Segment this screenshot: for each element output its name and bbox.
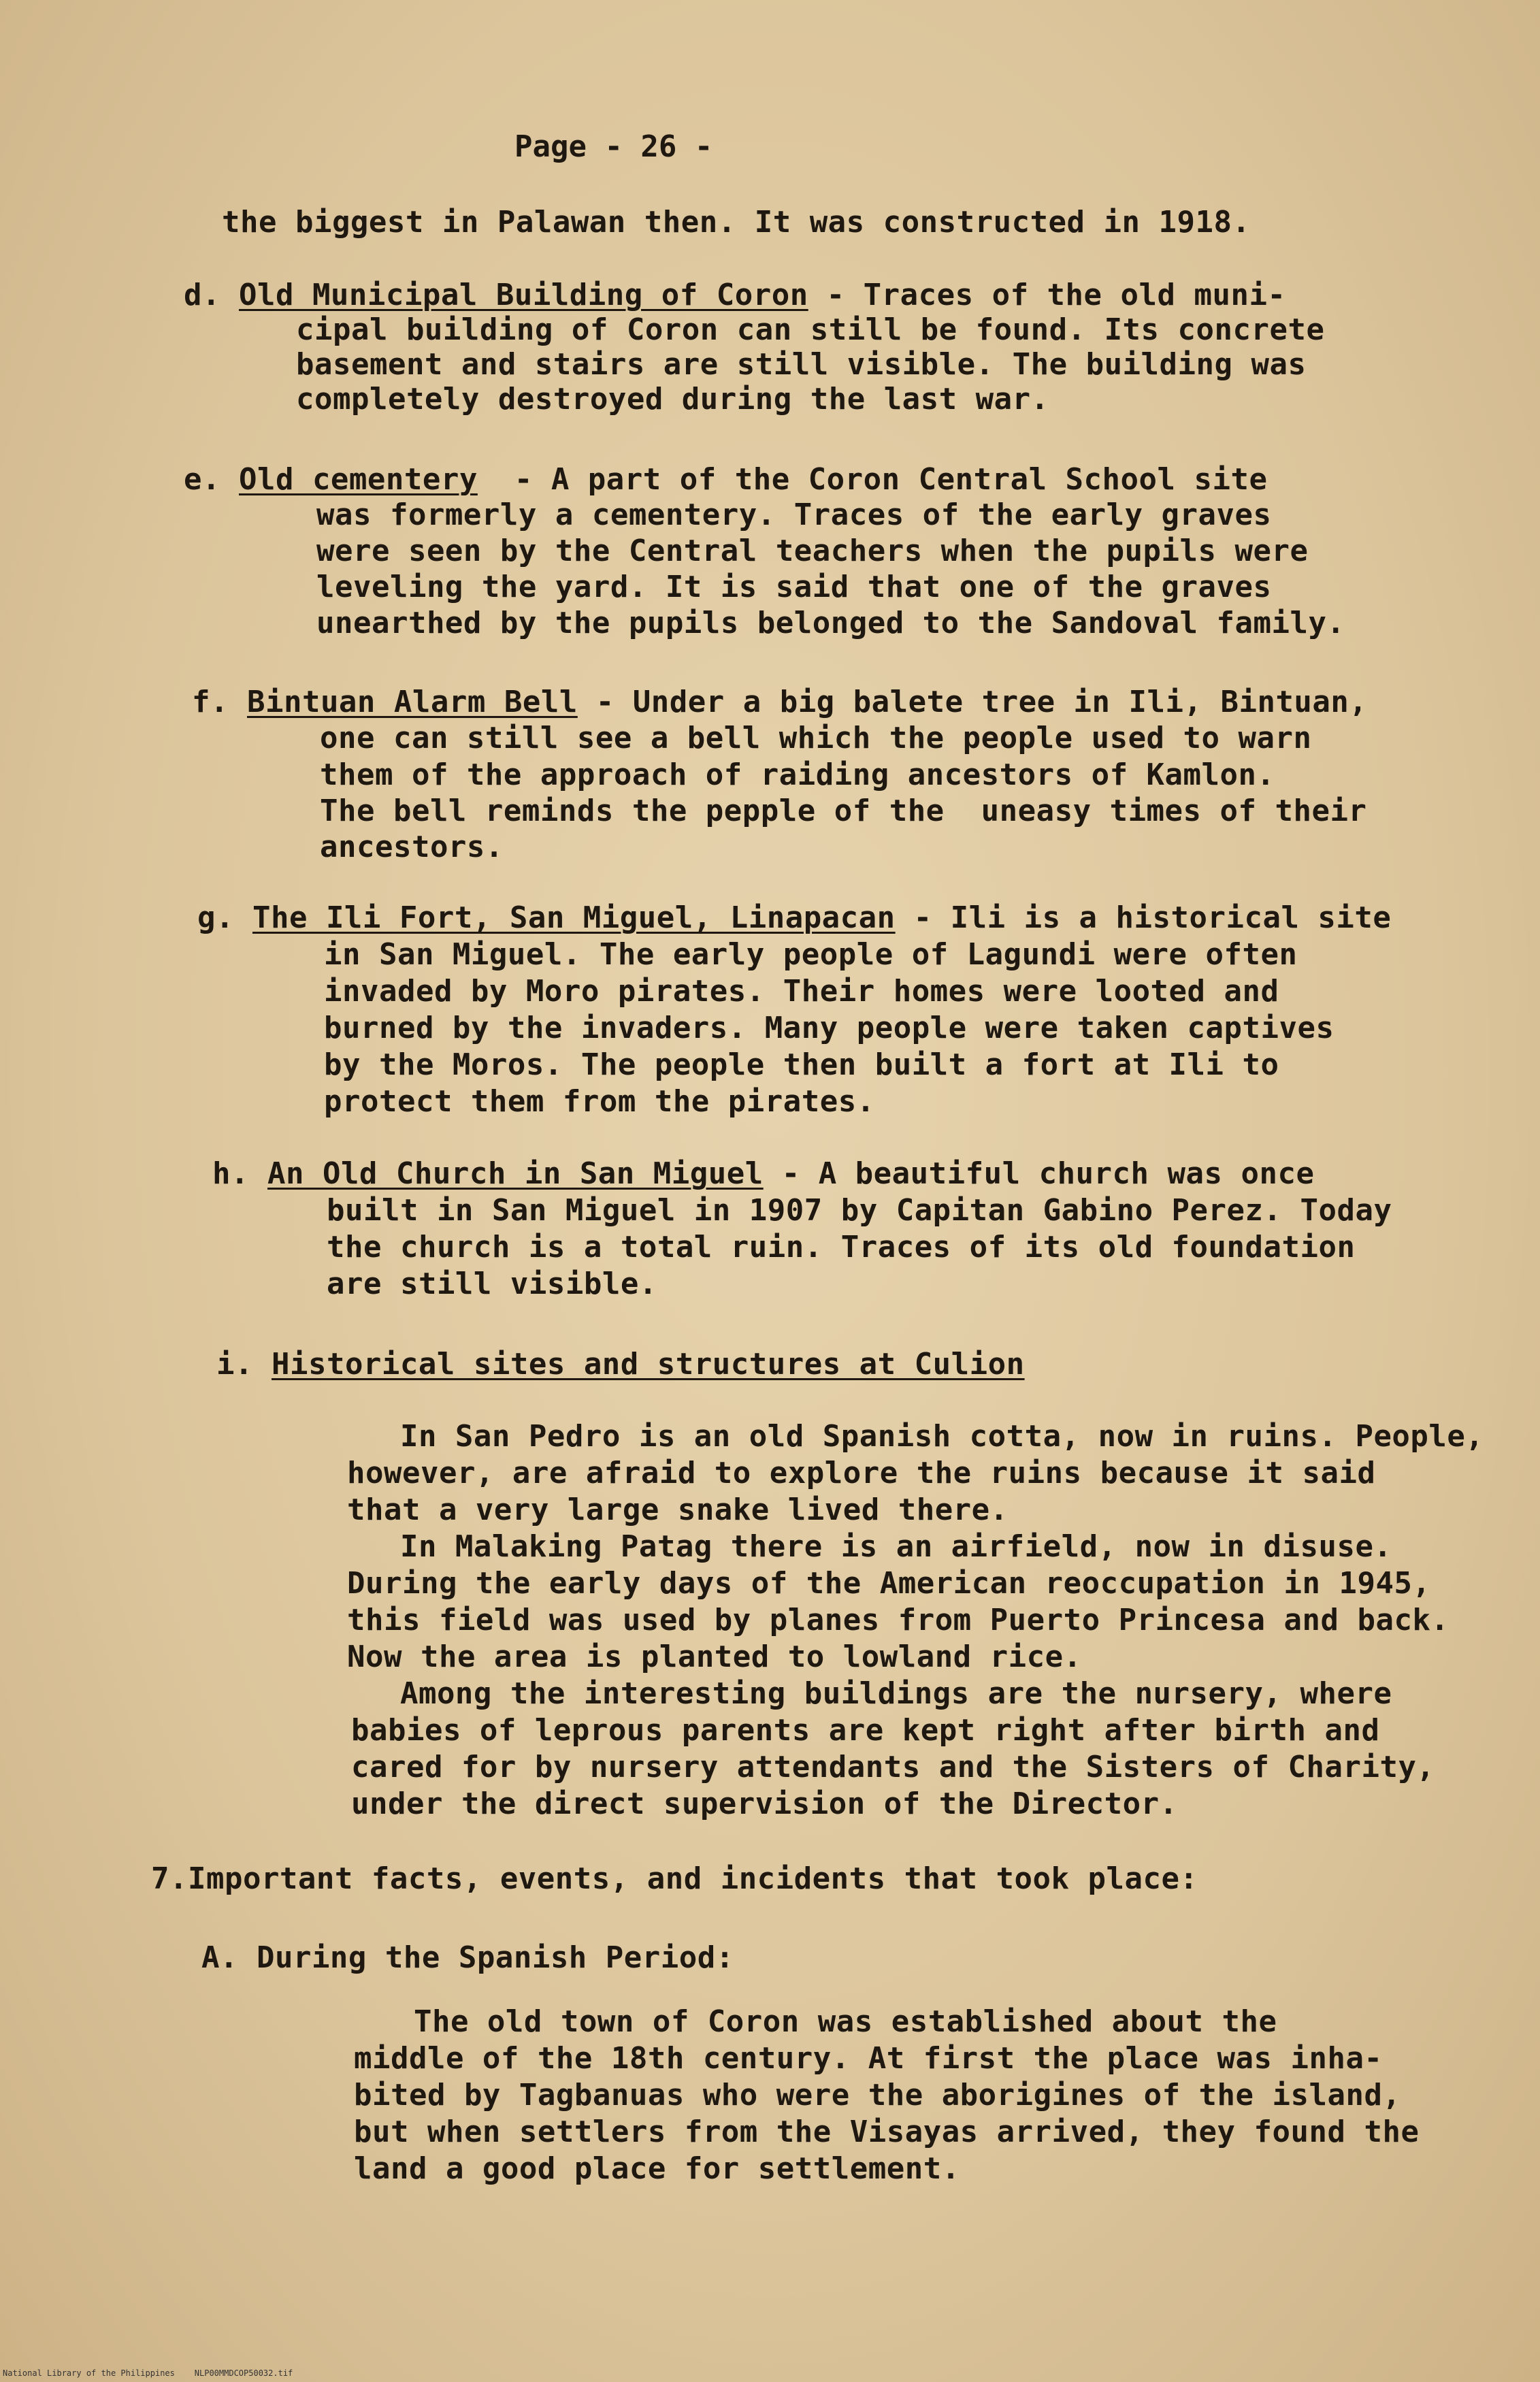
subsection-a-line-2: bited by Tagbanuas who were the aborigines of the island, <box>354 2078 1401 2112</box>
item-f-line-2: them of the approach of raiding ancestors of Kamlon. <box>320 757 1275 792</box>
item-f-line-0: - Under a big balete tree in Ili, Bintuan, <box>577 685 1368 719</box>
intro-line: the biggest in Palawan then. It was constructed in 1918. <box>222 205 1251 240</box>
item-i-para-9: cared for by nursery attendants and the Sisters of Charity, <box>351 1750 1435 1784</box>
item-e-line-3: leveling the yard. It is said that one of the graves <box>316 570 1272 604</box>
item-e-line-2: were seen by the Central teachers when the pupils were <box>316 534 1309 568</box>
item-d-line-1: cipal building of Coron can still be found. Its concrete <box>296 312 1325 347</box>
item-i-para-7: Among the interesting buildings are the nursery, where <box>327 1676 1392 1711</box>
item-g-line-4: by the Moros. The people then built a fort at Ili to <box>324 1047 1279 1082</box>
item-d-line-2: basement and stairs are still visible. The building was <box>296 347 1307 382</box>
item-h-line-0: - A beautiful church was once <box>763 1156 1315 1191</box>
item-g-line-5: protect them from the pirates. <box>324 1084 875 1119</box>
item-d-line-0: - Traces of the old muni- <box>808 278 1286 312</box>
item-i-para-1: however, are afraid to explore the ruins because it said <box>347 1456 1376 1490</box>
item-i-para-0: In San Pedro is an old Spanish cotta, now in ruins. People, <box>327 1419 1484 1454</box>
item-i-para-6: Now the area is planted to lowland rice. <box>347 1639 1082 1674</box>
item-h-title: An Old Church in San Miguel <box>267 1156 764 1191</box>
item-g-letter: g. <box>197 900 234 935</box>
item-f-letter: f. <box>192 685 229 719</box>
item-i-para-4: During the early days of the American reoccupation in 1945, <box>347 1566 1431 1601</box>
item-i-para-3: In Malaking Patag there is an airfield, now in disuse. <box>327 1529 1392 1564</box>
subsection-a-line-4: land a good place for settlement. <box>354 2151 960 2186</box>
item-e-first-line <box>184 461 1267 498</box>
subsection-a-title: A. During the Spanish Period: <box>201 1940 734 1975</box>
item-h-letter: h. <box>212 1156 249 1191</box>
item-h-first-line <box>212 1156 1314 1192</box>
item-g-line-1: in San Miguel. The early people of Lagundi were often <box>324 937 1298 972</box>
item-i-para-5: this field was used by planes from Puerto Princesa and back. <box>347 1603 1449 1637</box>
item-h-line-2: the church is a total ruin. Traces of its old foundation <box>327 1230 1356 1265</box>
item-h-line-1: built in San Miguel in 1907 by Capitan Gabino Perez. Today <box>327 1193 1392 1228</box>
subsection-a-line-1: middle of the 18th century. At first the place was inha- <box>354 2041 1383 2076</box>
item-i-heading <box>216 1346 1025 1383</box>
item-e-line-0: - A part of the Coron Central School site <box>477 462 1268 497</box>
section-7-number: 7. <box>151 1861 188 1896</box>
item-d-line-3: completely destroyed during the last war. <box>296 382 1049 417</box>
page-header: Page - 26 - <box>514 129 713 164</box>
item-e-title: Old cementery <box>238 462 478 497</box>
item-g-line-0: - Ili is a historical site <box>895 900 1392 935</box>
item-e-line-4: unearthed by the pupils belonged to the Sandoval family. <box>316 606 1345 640</box>
item-e-line-1: was formerly a cementery. Traces of the early graves <box>316 497 1272 532</box>
item-g-line-3: burned by the invaders. Many people were taken captives <box>324 1011 1334 1045</box>
item-e-letter: e. <box>184 462 220 497</box>
item-i-para-10: under the direct supervision of the Director. <box>351 1786 1178 1821</box>
section-7-title: Important facts, events, and incidents that took place: <box>187 1861 1198 1896</box>
subsection-a-line-0: The old town of Coron was established about the <box>340 2004 1277 2039</box>
item-f-first-line <box>192 684 1367 721</box>
item-i-para-8: babies of leprous parents are kept right after birth and <box>351 1713 1380 1748</box>
item-i-para-2: that a very large snake lived there. <box>347 1492 1009 1527</box>
item-f-title: Bintuan Alarm Bell <box>246 685 578 719</box>
footer-left: National Library of the Philippines <box>3 2368 175 2378</box>
item-g-line-2: invaded by Moro pirates. Their homes were looted and <box>324 974 1279 1009</box>
item-f-line-4: ancestors. <box>320 830 504 864</box>
item-i-title: Historical sites and structures at Culion <box>271 1347 1025 1382</box>
item-g-first-line <box>197 900 1391 936</box>
item-f-line-3: The bell reminds the pepple of the uneasy times of their <box>320 794 1367 828</box>
item-h-line-3: are still visible. <box>327 1267 657 1301</box>
footer-text <box>3 2368 293 2378</box>
item-d-title: Old Municipal Building of Coron <box>238 278 808 312</box>
item-f-line-1: one can still see a bell which the people used to warn <box>320 721 1312 755</box>
item-i-letter: i. <box>216 1347 253 1382</box>
item-d-letter: d. <box>184 278 220 312</box>
section-7-heading <box>151 1861 1198 1897</box>
subsection-a-line-3: but when settlers from the Visayas arrived, they found the <box>354 2115 1420 2149</box>
footer-right: NLP00MMDCOP50032.tif <box>194 2368 293 2378</box>
item-d-first-line <box>184 277 1285 314</box>
item-g-title: The Ili Fort, San Miguel, Linapacan <box>252 900 896 935</box>
